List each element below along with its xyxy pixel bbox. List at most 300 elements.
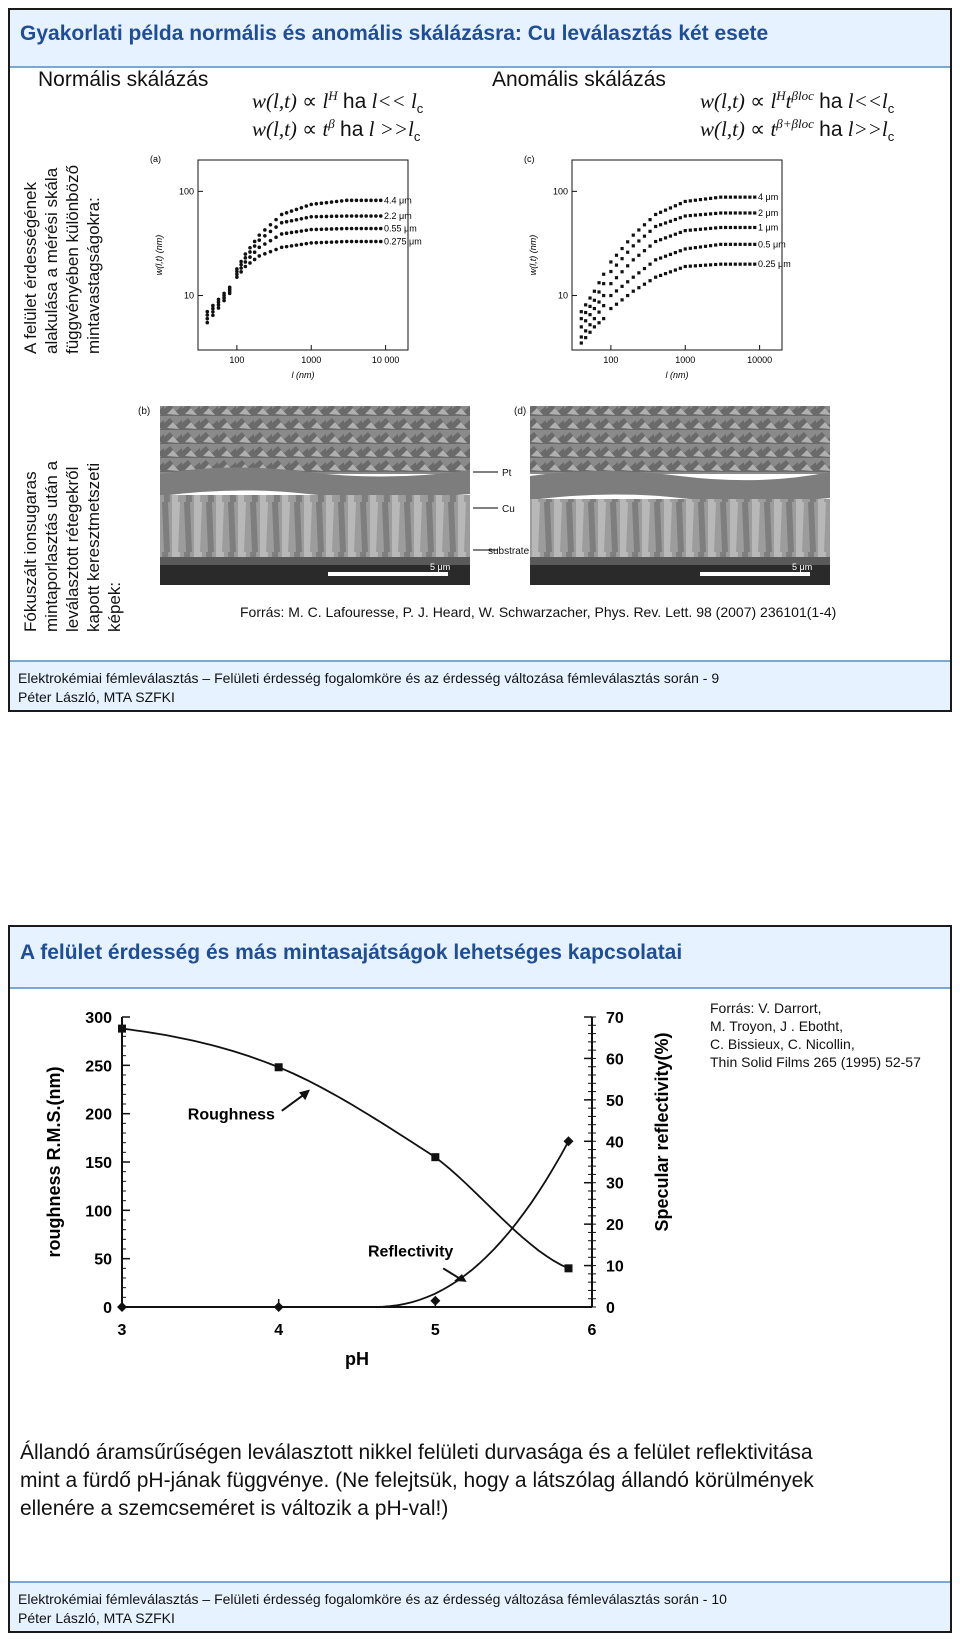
data-point <box>729 196 732 199</box>
data-point <box>674 204 677 207</box>
data-point <box>609 260 612 263</box>
data-point <box>620 247 623 250</box>
data-point <box>295 243 299 247</box>
data-point <box>364 240 368 244</box>
data-point <box>285 220 289 224</box>
y2-tick-label: 60 <box>606 1051 624 1069</box>
data-point <box>597 281 600 284</box>
data-point <box>699 245 702 248</box>
data-point <box>290 219 294 223</box>
data-point <box>724 211 727 214</box>
data-point <box>280 213 284 217</box>
data-point <box>743 243 746 246</box>
y2-tick-label: 0 <box>606 1300 615 1317</box>
data-point <box>205 317 209 321</box>
data-point <box>228 292 232 296</box>
slide-9 <box>8 8 952 712</box>
data-point <box>689 265 692 268</box>
x-axis-label: l (nm) <box>665 370 689 380</box>
data-point <box>637 271 640 274</box>
data-point <box>753 263 756 266</box>
data-point <box>643 267 646 270</box>
data-point <box>654 213 657 216</box>
data-point <box>269 239 273 243</box>
data-point <box>674 251 677 254</box>
data-point <box>654 258 657 261</box>
x-tick-label: 10 000 <box>371 355 400 365</box>
legend-label: 0.25 μm <box>758 259 791 270</box>
data-point <box>739 196 742 199</box>
y2-tick-label: 20 <box>606 1217 624 1235</box>
data-point <box>239 260 243 264</box>
slide-title-bar <box>10 10 950 68</box>
data-point <box>648 230 651 233</box>
x-tick-label: 1000 <box>301 355 322 365</box>
data-point <box>664 236 667 239</box>
data-point <box>739 226 742 229</box>
anomalous-formula-line2: $w(l,t) \propto t^{\beta+\beta loc}$ ha $l>>l_c$ <box>700 116 895 145</box>
data-point <box>689 247 692 250</box>
roughness-line <box>122 1029 569 1269</box>
roughness-annotation: Roughness <box>187 1106 275 1124</box>
data-point <box>320 241 324 245</box>
data-point <box>330 240 334 244</box>
data-point <box>584 311 587 314</box>
data-point <box>704 245 707 248</box>
data-point <box>350 199 354 203</box>
data-point <box>300 243 304 247</box>
data-point <box>609 294 612 297</box>
description-text: Állandó áramsűrűségen leválasztott nikkel felületi durvasága és a felület reflektivitása mint a fürdő pH-jának függvénye. (Ne felejtsük, hogy a látszólag állandó körülmények ellenére a szemcseméret is változik a pH-val!) <box>20 1441 814 1520</box>
y-tick-label: 100 <box>85 1203 112 1221</box>
chart-panel-c <box>522 150 852 395</box>
data-point <box>290 244 294 248</box>
data-point <box>632 244 635 247</box>
data-point <box>669 220 672 223</box>
data-point <box>679 231 682 234</box>
data-point <box>335 240 339 244</box>
x-tick-label: 10000 <box>747 355 773 365</box>
reflectivity-annotation: Reflectivity <box>367 1243 454 1261</box>
y-tick-label: 150 <box>85 1155 112 1172</box>
data-point <box>374 240 378 244</box>
data-point <box>626 294 629 297</box>
data-point <box>239 266 243 270</box>
y2-axis-label: Specular reflectivity(%) <box>652 1032 672 1232</box>
data-point <box>364 214 368 218</box>
data-point <box>588 296 591 299</box>
data-point <box>694 264 697 267</box>
data-point <box>588 323 591 326</box>
data-point <box>748 263 751 266</box>
data-point <box>753 226 756 229</box>
data-point <box>602 282 605 285</box>
data-point <box>602 273 605 276</box>
y-axis-label: w(l,t) (nm) <box>528 234 538 276</box>
data-point <box>694 246 697 249</box>
data-point <box>704 227 707 230</box>
data-point <box>274 218 278 222</box>
vertical-label-cross-section: Fókuszált ionsugaras mintaporlasztás után a leválasztott rétegekről kapott keresztmetszeti képek: <box>21 460 124 632</box>
x-tick-label: 100 <box>603 355 619 365</box>
data-point <box>305 242 309 246</box>
panel-b-label: (b) <box>138 406 151 417</box>
data-point <box>205 313 209 317</box>
data-point <box>709 244 712 247</box>
data-point <box>305 228 309 232</box>
data-point <box>584 336 587 339</box>
data-point <box>664 255 667 258</box>
data-point <box>719 196 722 199</box>
data-point <box>679 267 682 270</box>
data-point <box>211 313 215 317</box>
x-axis-label: l (nm) <box>291 370 315 380</box>
source-citation-2: Forrás: V. Darrort, M. Troyon, J . Ebotht, C. Bissieux, C. Nicollin, Thin Solid Films 265 (1995) 52-57 <box>710 1000 921 1070</box>
data-point <box>345 227 349 231</box>
data-point <box>305 204 309 208</box>
data-point <box>340 240 344 244</box>
data-point <box>280 246 284 250</box>
sem-image-b <box>128 402 548 592</box>
data-point <box>369 199 373 203</box>
data-point <box>300 217 304 221</box>
data-point <box>626 264 629 267</box>
data-point <box>659 223 662 226</box>
panel-a-label: (a) <box>150 154 161 164</box>
y2-tick-label: 10 <box>606 1258 624 1276</box>
data-point <box>309 203 313 207</box>
normal-formula-line2: $w(l,t) \propto t^\beta$ ha $l >>l_c$ <box>252 116 421 145</box>
data-point <box>729 263 732 266</box>
legend-label: 0.275 μm <box>384 236 422 247</box>
slide-title: A felület érdesség és más mintasajátságok lehetséges kapcsolatai <box>20 941 683 964</box>
data-point <box>584 319 587 322</box>
data-point <box>654 225 657 228</box>
data-point <box>580 335 583 338</box>
data-point <box>626 240 629 243</box>
footer-line1: Elektrokémiai fémleválasztás – Felületi érdesség fogalomköre és az érdesség változása fémleválasztás során - 9 <box>18 670 720 686</box>
data-point <box>379 240 383 244</box>
y-tick-label: 0 <box>103 1300 112 1317</box>
data-point <box>588 305 591 308</box>
data-point <box>643 235 646 238</box>
data-point <box>350 214 354 218</box>
panel-d-label: (d) <box>514 406 527 417</box>
x-tick-label: 4 <box>274 1322 284 1339</box>
data-point <box>648 245 651 248</box>
data-point <box>626 251 629 254</box>
data-point <box>734 211 737 214</box>
data-point <box>689 229 692 232</box>
data-point <box>248 255 252 259</box>
data-point <box>684 200 687 203</box>
data-point <box>360 240 364 244</box>
data-point <box>350 240 354 244</box>
chart-panel-a <box>148 150 458 390</box>
chart-roughness-reflectivity <box>30 977 690 1397</box>
data-point <box>739 211 742 214</box>
y2-tick-label: 30 <box>606 1175 624 1193</box>
data-point <box>659 274 662 277</box>
data-point <box>704 197 707 200</box>
data-point <box>285 211 289 215</box>
data-point <box>369 214 373 218</box>
data-point <box>734 263 737 266</box>
roughness-arrowhead <box>299 1090 310 1101</box>
data-point <box>743 196 746 199</box>
y-tick-label: 10 <box>183 290 194 301</box>
data-point <box>648 218 651 221</box>
data-point <box>709 263 712 266</box>
data-point <box>714 263 717 266</box>
data-point <box>580 317 583 320</box>
data-point <box>724 263 727 266</box>
plot-frame <box>572 160 782 350</box>
data-point <box>674 218 677 221</box>
data-point <box>689 214 692 217</box>
data-point <box>205 310 209 314</box>
data-point <box>335 200 339 204</box>
data-point <box>643 223 646 226</box>
data-point <box>355 227 359 231</box>
data-point <box>637 239 640 242</box>
data-point <box>669 234 672 237</box>
legend-label: 0.55 μm <box>384 223 417 234</box>
anomalous-scaling-title: Anomális skálázás <box>492 68 666 91</box>
data-point <box>684 214 687 217</box>
x-tick-label: 6 <box>587 1322 597 1339</box>
data-point <box>734 226 737 229</box>
anomalous-formula-line1: $w(l,t) \propto l^Ht^{\beta loc}$ ha $l<<l_c$ <box>700 88 895 117</box>
data-point <box>609 282 612 285</box>
data-point <box>669 206 672 209</box>
data-point <box>280 221 284 225</box>
data-point <box>674 233 677 236</box>
data-point <box>274 248 278 252</box>
y-axis-label: w(l,t) (nm) <box>154 234 164 276</box>
data-point <box>739 263 742 266</box>
data-point <box>374 214 378 218</box>
data-point <box>211 307 215 311</box>
data-point <box>379 214 383 218</box>
data-point <box>244 252 248 256</box>
data-point <box>315 228 319 232</box>
data-point <box>602 294 605 297</box>
data-point <box>315 215 319 219</box>
data-point <box>379 199 383 203</box>
data-point <box>593 317 596 320</box>
data-point <box>253 258 257 262</box>
data-point <box>315 241 319 245</box>
data-point <box>244 256 248 260</box>
data-point <box>211 310 215 314</box>
data-point <box>369 240 373 244</box>
data-point <box>325 201 329 205</box>
data-point <box>345 214 349 218</box>
data-point <box>309 228 313 232</box>
data-point <box>748 196 751 199</box>
data-point <box>588 313 591 316</box>
data-point <box>729 243 732 246</box>
data-point <box>648 263 651 266</box>
data-point <box>580 310 583 313</box>
data-point <box>340 214 344 218</box>
data-point <box>615 276 618 279</box>
plot-frame <box>198 160 408 350</box>
data-point <box>743 226 746 229</box>
data-point <box>305 216 309 220</box>
roughness-point <box>431 1153 439 1161</box>
data-point <box>360 214 364 218</box>
data-point <box>263 252 267 256</box>
annotation-cu: Cu <box>502 504 515 515</box>
data-point <box>253 250 257 254</box>
data-point <box>320 215 324 219</box>
data-point <box>699 228 702 231</box>
footer-line1: Elektrokémiai fémleválasztás – Felületi érdesség fogalomköre és az érdesség változása fémleválasztás során - 10 <box>18 1591 727 1607</box>
data-point <box>609 270 612 273</box>
sem-image-d <box>510 402 870 592</box>
y-tick-label: 200 <box>85 1106 112 1124</box>
data-point <box>248 246 252 250</box>
data-point <box>330 200 334 204</box>
data-point <box>674 268 677 271</box>
data-point <box>626 280 629 283</box>
data-point <box>637 286 640 289</box>
data-point <box>615 303 618 306</box>
data-point <box>593 290 596 293</box>
data-point <box>355 199 359 203</box>
data-point <box>253 244 257 248</box>
data-point <box>280 232 284 236</box>
data-point <box>724 243 727 246</box>
data-point <box>659 238 662 241</box>
panel-d-scale: 5 μm <box>792 562 813 572</box>
data-point <box>694 214 697 217</box>
data-point <box>257 233 261 237</box>
footer-line2: Péter László, MTA SZFKI <box>18 689 175 705</box>
data-point <box>664 209 667 212</box>
data-point <box>330 227 334 231</box>
panel-c-label: (c) <box>524 154 535 164</box>
data-point <box>643 283 646 286</box>
data-point <box>669 270 672 273</box>
data-point <box>580 341 583 344</box>
data-point <box>309 215 313 219</box>
y-tick-label: 300 <box>85 1010 112 1027</box>
data-point <box>709 197 712 200</box>
data-point <box>615 254 618 257</box>
data-point <box>584 303 587 306</box>
data-point <box>753 211 756 214</box>
data-point <box>320 201 324 205</box>
data-point <box>274 236 278 240</box>
data-point <box>269 250 273 254</box>
data-point <box>724 196 727 199</box>
data-point <box>360 199 364 203</box>
data-point <box>325 227 329 231</box>
data-point <box>300 206 304 210</box>
data-point <box>664 221 667 224</box>
data-point <box>684 229 687 232</box>
data-point <box>743 263 746 266</box>
data-point <box>748 243 751 246</box>
reflectivity-point <box>274 1302 284 1312</box>
legend-label: 0.5 μm <box>758 239 786 250</box>
data-point <box>664 272 667 275</box>
data-point <box>597 300 600 303</box>
data-point <box>615 264 618 267</box>
data-point <box>597 321 600 324</box>
reflectivity-line <box>122 1141 569 1307</box>
data-point <box>602 317 605 320</box>
data-point <box>360 227 364 231</box>
data-point <box>257 238 261 242</box>
data-point <box>699 264 702 267</box>
data-point <box>374 227 378 231</box>
data-point <box>719 211 722 214</box>
y2-tick-label: 70 <box>606 1010 624 1027</box>
data-point <box>694 199 697 202</box>
data-point <box>699 198 702 201</box>
data-point <box>729 226 732 229</box>
y-tick-label: 50 <box>94 1251 112 1269</box>
data-point <box>743 211 746 214</box>
data-point <box>364 199 368 203</box>
slide-10 <box>8 925 952 1633</box>
y-tick-label: 250 <box>85 1058 112 1076</box>
slide-title: Gyakorlati példa normális és anomális skálázásra: Cu leválasztás két esete <box>20 22 769 45</box>
data-point <box>263 242 267 246</box>
roughness-point <box>275 1063 283 1071</box>
data-point <box>217 306 221 310</box>
legend-label: 4 μm <box>758 192 779 203</box>
data-point <box>593 299 596 302</box>
data-point <box>632 234 635 237</box>
data-point <box>330 215 334 219</box>
data-point <box>309 241 313 245</box>
data-point <box>248 250 252 254</box>
data-point <box>300 229 304 233</box>
x-tick-label: 100 <box>229 355 245 365</box>
reflectivity-point <box>564 1136 574 1146</box>
data-point <box>694 228 697 231</box>
data-point <box>320 227 324 231</box>
data-point <box>269 223 273 227</box>
data-point <box>632 276 635 279</box>
data-point <box>689 199 692 202</box>
data-point <box>643 249 646 252</box>
data-point <box>669 253 672 256</box>
data-point <box>364 227 368 231</box>
data-point <box>729 211 732 214</box>
y2-tick-label: 50 <box>606 1092 624 1110</box>
data-point <box>263 234 267 238</box>
data-point <box>659 256 662 259</box>
data-point <box>290 231 294 235</box>
data-point <box>609 307 612 310</box>
data-point <box>709 227 712 230</box>
legend-label: 2 μm <box>758 207 779 218</box>
data-point <box>295 230 299 234</box>
data-point <box>274 225 278 229</box>
roughness-point <box>565 1264 573 1272</box>
data-point <box>205 321 209 325</box>
data-point <box>637 228 640 231</box>
source-citation-1: Forrás: M. C. Lafouresse, P. J. Heard, W. Schwarzacher, Phys. Rev. Lett. 98 (2007) 236101(1-4) <box>240 604 837 620</box>
data-point <box>355 240 359 244</box>
y-tick-label: 100 <box>552 186 568 197</box>
